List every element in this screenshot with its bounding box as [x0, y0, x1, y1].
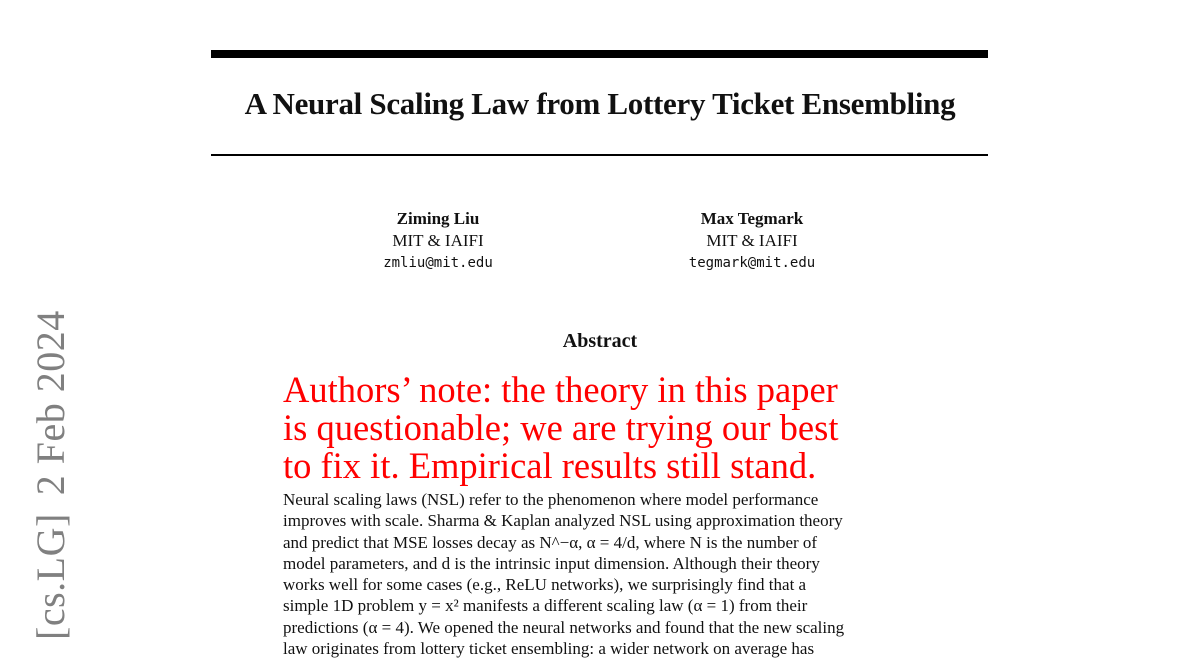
abstract-line: works well for some cases (e.g., ReLU networks), we surprisingly find that a [283, 575, 807, 595]
author-affiliation: MIT & IAIFI [392, 231, 484, 250]
arxiv-date: 2 Feb 2024 [28, 310, 73, 496]
author-affiliation: MIT & IAIFI [706, 231, 798, 250]
author-block [622, 208, 882, 274]
authors-note-line: to fix it. Empirical results still stand. [283, 445, 817, 486]
author-email: tegmark@mit.edu [688, 255, 816, 271]
abstract-line: improves with scale. Sharma & Kaplan analyzed NSL using approximation theory [283, 511, 843, 531]
abstract-line: predictions (α = 4). We opened the neural networks and found that the new scaling [283, 617, 845, 637]
author-name: Ziming Liu [396, 209, 480, 228]
title-bottom-rule [211, 154, 988, 156]
arxiv-category: [cs.LG] [28, 513, 73, 640]
abstract-body [283, 489, 923, 659]
authors-note [283, 371, 943, 485]
abstract-line: model parameters, and d is the intrinsic input dimension. Although their theory [283, 553, 820, 573]
abstract-line: and predict that MSE losses decay as N^−α, α = 4/d, where N is the number of [283, 532, 818, 552]
abstract-line: Neural scaling laws (NSL) refer to the phenomenon where model performance [283, 490, 819, 509]
abstract-line: simple 1D problem y = x² manifests a different scaling law (α = 1) from their [283, 596, 808, 616]
abstract-heading: Abstract [562, 330, 638, 352]
author-block [308, 208, 568, 274]
authors-note-line: Authors’ note: the theory in this paper [283, 369, 838, 410]
arxiv-stamp [27, 310, 74, 640]
paper-title: A Neural Scaling Law from Lottery Ticket Ensembling [244, 86, 956, 121]
abstract-line: law originates from lottery ticket ensembling: a wider network on average has [283, 639, 815, 659]
author-email: zmliu@mit.edu [383, 255, 493, 271]
authors-note-line: is questionable; we are trying our best [283, 407, 839, 448]
author-name: Max Tegmark [700, 209, 804, 228]
title-top-rule [211, 50, 988, 58]
